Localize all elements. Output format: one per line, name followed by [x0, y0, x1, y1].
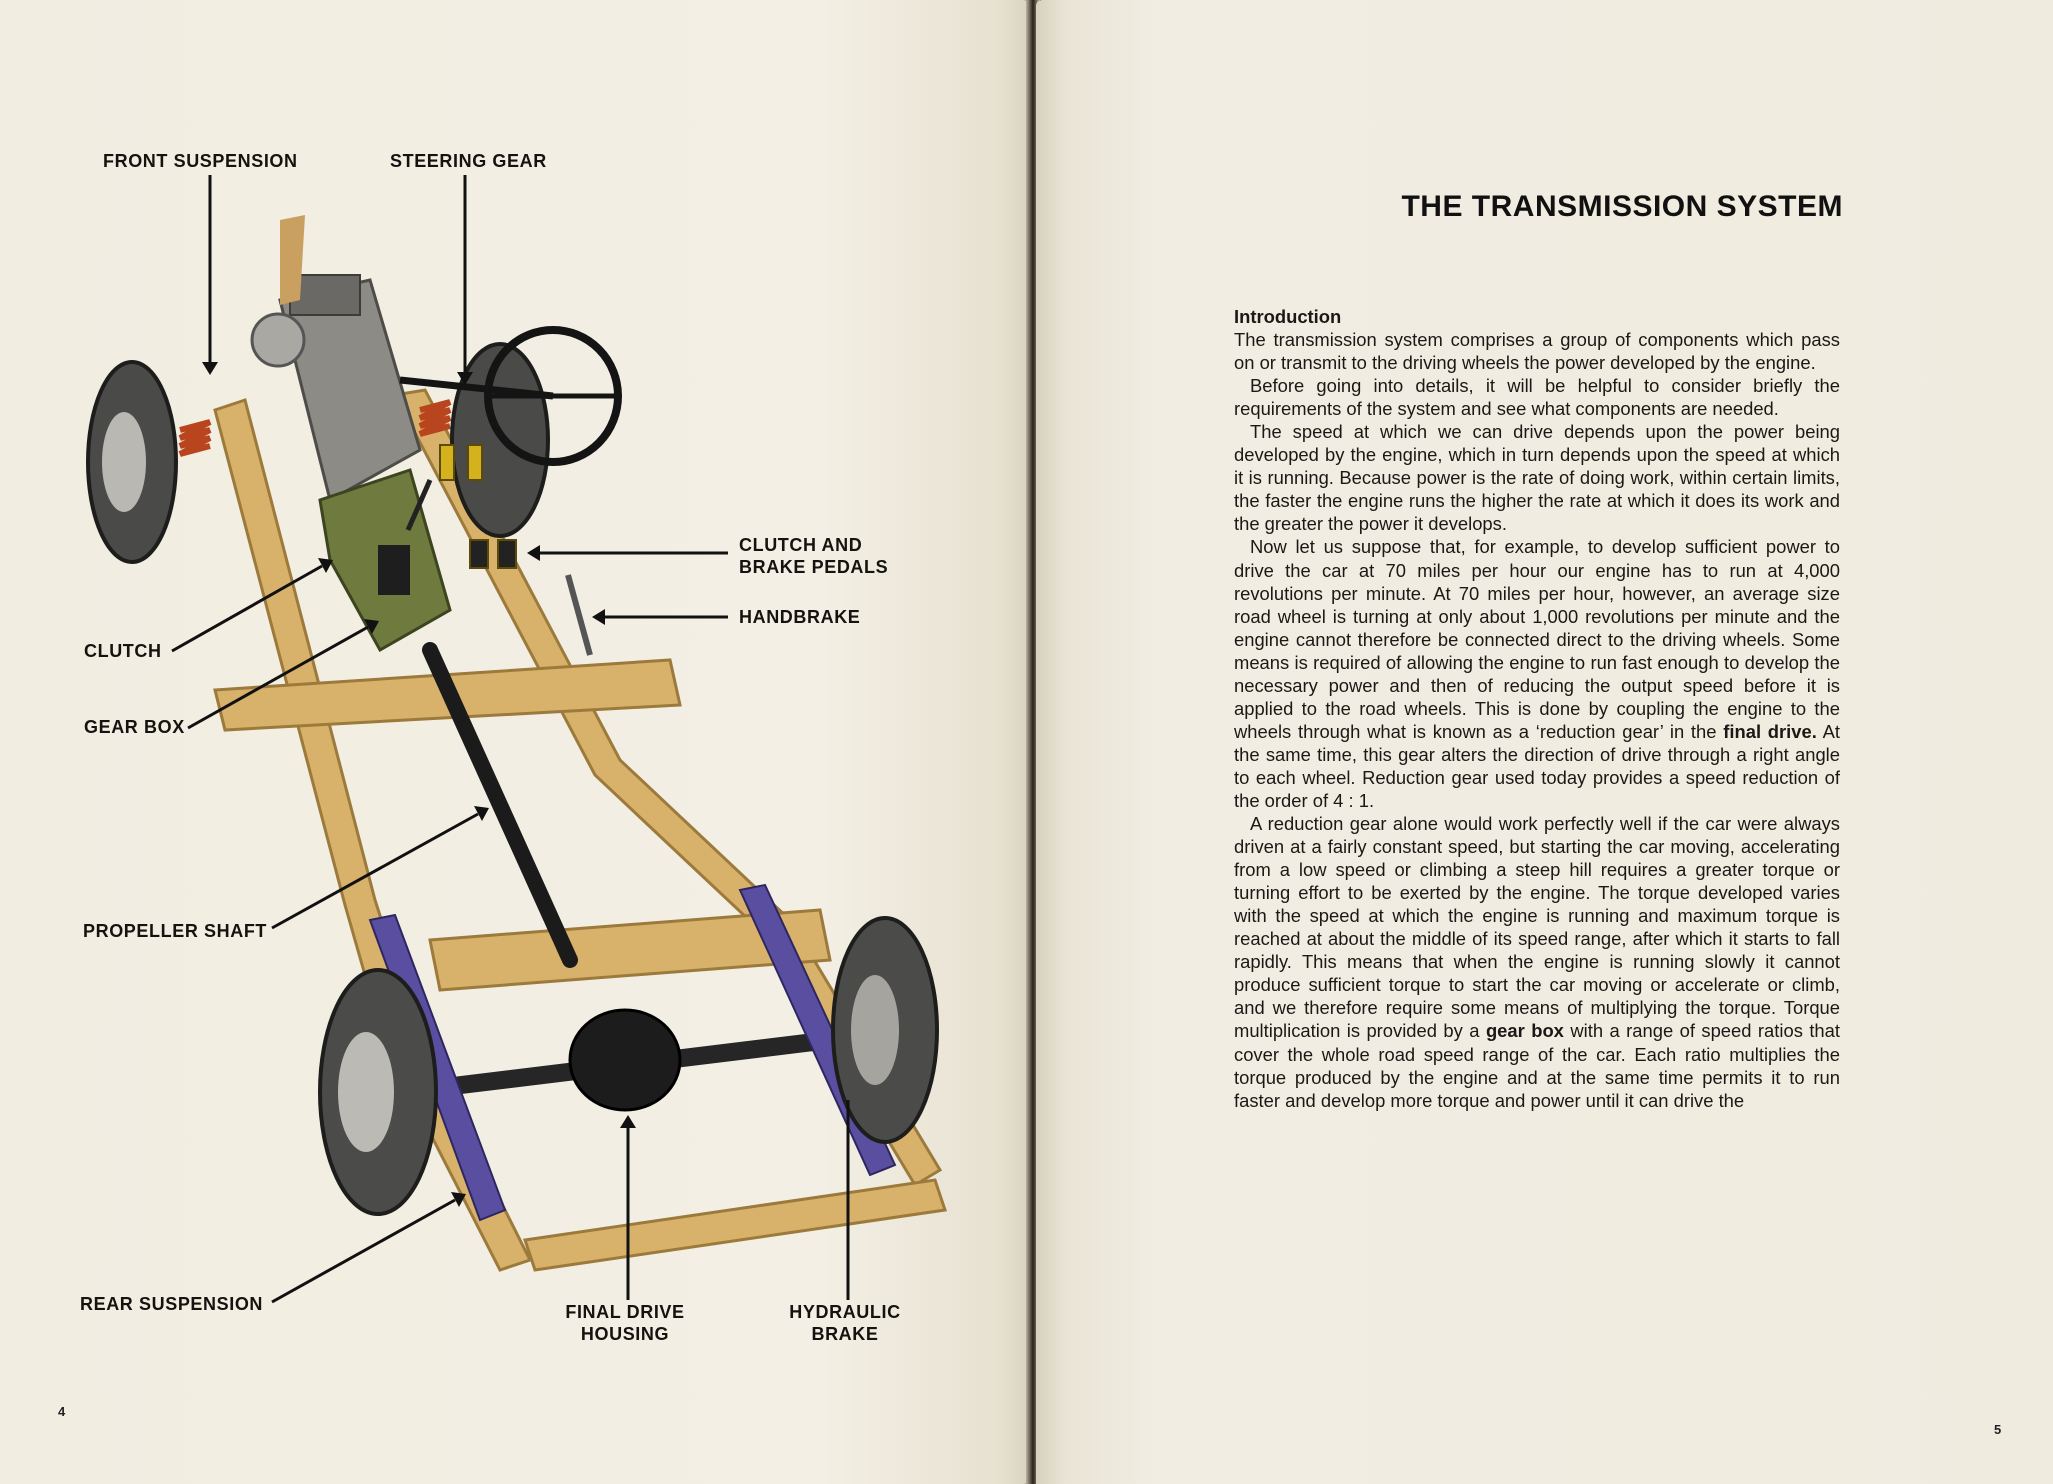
callout-clutch-brake-pedals: [739, 534, 888, 578]
callout-rear-suspension: REAR SUSPENSION: [80, 1294, 264, 1314]
section-heading: Introduction: [1234, 306, 1342, 327]
callout-handbrake: HANDBRAKE: [739, 607, 861, 627]
callout-line-1: HYDRAULIC: [789, 1302, 901, 1322]
engine: [252, 215, 420, 500]
text-run: Now let us suppose that, for example, to develop sufficient power to drive the car at 70 miles per hour our engine has to run at 4,000 revolutions per minute. At 70 miles per hour, however, an average size road wheel is turning at only about 1,000 revolutions per minute and the engine cannot therefore be connected direct to the driving wheels. Some means is required of allowing the engine to run fast enough to develop the necessary power and then of reducing the output speed before it is applied to the road wheels. This is done by coupling the engine to the wheels through what is known as a ‘reduction gear’ in the: [1234, 536, 1840, 742]
callout-steering-gear: STEERING GEAR: [390, 151, 547, 171]
gearbox: [320, 470, 450, 650]
callout-line-1: CLUTCH AND: [739, 535, 863, 555]
handbrake-lever: [568, 575, 590, 655]
paragraph: [1234, 535, 1840, 812]
callout-line-1: FINAL DRIVE: [565, 1302, 685, 1322]
article-body: [1234, 305, 1840, 1112]
callout-line-2: BRAKE: [811, 1324, 879, 1344]
callout-front-suspension: FRONT SUSPENSION: [103, 151, 298, 171]
page-number: 5: [1994, 1422, 2002, 1437]
callout-final-drive-housing: [560, 1301, 690, 1345]
paragraph: Before going into details, it will be helpful to consider briefly the requirements of the system and see what components are needed.: [1234, 375, 1840, 420]
text-run: A reduction gear alone would work perfectly well if the car were always driven at a fairly constant speed, but starting the car moving, accelerating from a low speed or climbing a steep hill requires a greater torque or turning effort to be exerted by the engine. The torque developed varies with the speed at which the engine is running and maximum torque is reached at about the middle of its speed range, after which it starts to fall rapidly. This means that when the engine is running slowly it cannot produce sufficient torque to start the car moving or accelerate or climb, and we therefore require some means of multiplying the torque. Torque multiplication is provided by a: [1234, 813, 1840, 1042]
callout-line-2: BRAKE PEDALS: [739, 557, 889, 577]
term-gear-box: gear box: [1485, 1020, 1564, 1042]
callout-gear-box: GEAR BOX: [84, 717, 185, 737]
callout-hydraulic-brake: [785, 1301, 905, 1345]
paragraph: [1234, 812, 1840, 1112]
text-run: with a range of speed ratios that cover the whole road speed range of the car. Each ratio multiplies the torque produced by the engine and at the same time permits it to run faster and develop more torque and power until it can drive the: [1234, 1020, 1840, 1111]
paragraph: The speed at which we can drive depends upon the power being developed by the engine, which in turn depends upon the speed at which it is running. Because power is the rate of doing work, within certain limits, the faster the engine runs the higher the rate at which it does its work and the greater the power it develops.: [1234, 421, 1840, 535]
callout-clutch: CLUTCH: [84, 641, 162, 661]
callout-propeller-shaft: PROPELLER SHAFT: [83, 921, 268, 941]
text-run: At the same time, this gear alters the direction of drive through a right angle to each wheel. Reduction gear used today provides a speed reduction of the order of 4 : 1.: [1234, 720, 1840, 811]
page-title: THE TRANSMISSION SYSTEM: [1401, 190, 1843, 223]
callout-line-2: HOUSING: [580, 1324, 670, 1344]
page-number: 4: [58, 1404, 66, 1419]
rear-axle: [420, 1010, 830, 1110]
term-final-drive: final drive.: [1723, 720, 1817, 742]
paragraph: The transmission system comprises a group of components which pass on or transmit to the driving wheels the power developed by the engine.: [1234, 329, 1840, 374]
